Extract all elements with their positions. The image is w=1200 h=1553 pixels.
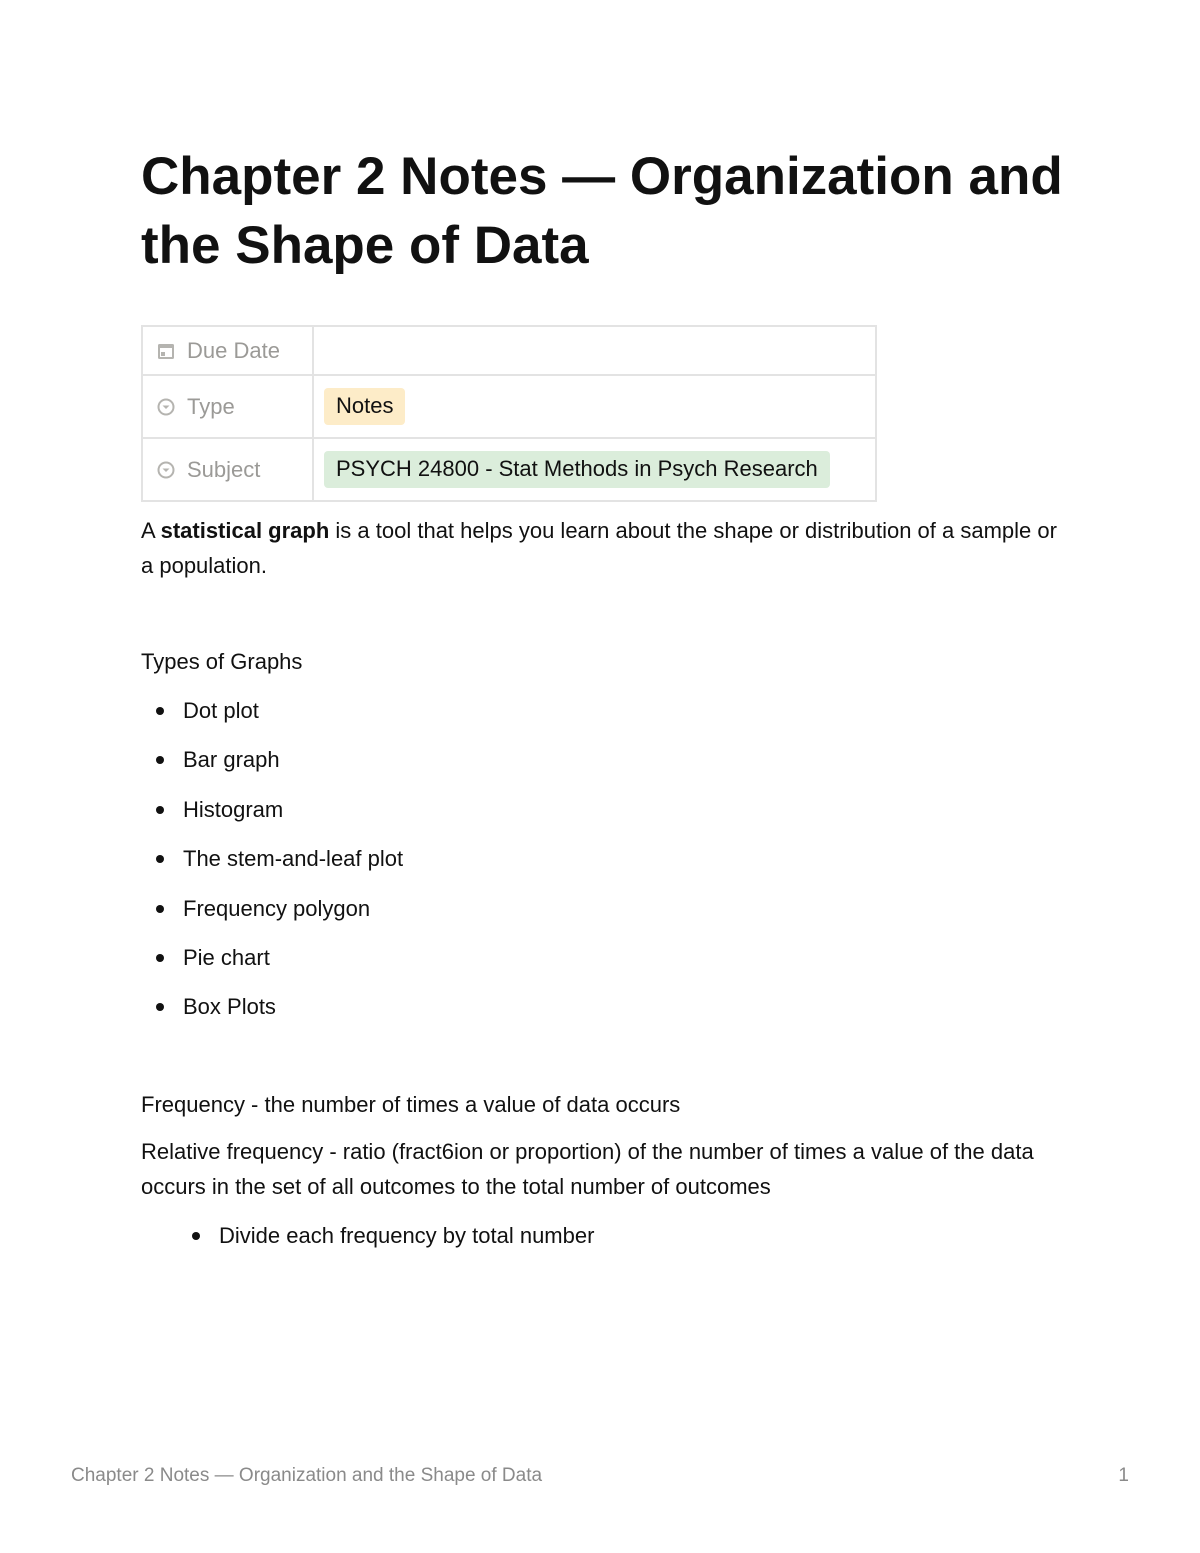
list-item-text: Frequency polygon [183, 895, 371, 921]
footer-title: Chapter 2 Notes — Organization and the Shape of Data [71, 1465, 543, 1486]
intro-prefix: A [141, 518, 161, 543]
frequency-definition: Frequency - the number of times a value of data occurs [141, 1092, 681, 1117]
list-item-text: Box Plots [183, 994, 276, 1020]
property-key-type [142, 375, 313, 438]
bullet-icon [156, 905, 164, 913]
select-icon [157, 461, 175, 479]
type-tag[interactable]: Notes [324, 388, 405, 425]
bullet-icon [156, 806, 164, 814]
property-label-type: Type [187, 393, 235, 419]
property-value-subject[interactable] [313, 438, 876, 501]
bullet-icon [156, 756, 164, 764]
list-item-text: Divide each frequency by total number [219, 1223, 595, 1248]
list-item [141, 693, 403, 742]
property-value-due-date[interactable] [313, 326, 876, 375]
bullet-icon [156, 954, 164, 962]
page-number: 1 [1118, 1465, 1129, 1486]
bullet-icon [192, 1232, 200, 1240]
calendar-icon [157, 342, 175, 360]
property-key-subject [142, 438, 313, 501]
bullet-icon [156, 855, 164, 863]
graph-types-list [141, 693, 403, 1039]
properties-table [141, 325, 877, 502]
property-row-subject [142, 438, 876, 501]
intro-suffix: is a tool that helps you learn about the shape or distribution of a sample or a population. [141, 518, 1057, 578]
bullet-icon [156, 1003, 164, 1011]
intro-bold-term: statistical graph [160, 518, 330, 543]
list-item [141, 841, 403, 890]
list-item [141, 742, 403, 791]
list-item-text: Bar graph [183, 747, 280, 773]
list-item [177, 1218, 594, 1253]
list-item-text: Pie chart [183, 944, 270, 970]
list-item [141, 989, 403, 1038]
list-item-text: The stem-and-leaf plot [183, 846, 404, 872]
bullet-icon [156, 707, 164, 715]
list-item [141, 792, 403, 841]
relative-frequency-definition: Relative frequency - ratio (fract6ion or proportion) of the number of times a value of the data occurs in the set of all outcomes to the total number of outcomes [141, 1139, 1034, 1199]
property-row-due-date [142, 326, 876, 375]
relative-frequency-list [177, 1218, 594, 1253]
property-value-type[interactable] [313, 375, 876, 438]
page-title: Chapter 2 Notes — Organization and the Shape of Data [141, 147, 1063, 275]
select-icon [157, 398, 175, 416]
property-label-due-date: Due Date [187, 337, 280, 363]
property-key-due-date [142, 326, 313, 375]
list-item-text: Histogram [183, 796, 284, 822]
list-item [141, 940, 403, 989]
intro-paragraph [141, 513, 1061, 583]
types-of-graphs-heading: Types of Graphs [141, 649, 303, 674]
list-item-text: Dot plot [183, 698, 259, 723]
list-item [141, 891, 403, 940]
subject-tag[interactable]: PSYCH 24800 - Stat Methods in Psych Research [324, 451, 830, 488]
property-label-subject: Subject [187, 456, 261, 482]
property-row-type [142, 375, 876, 438]
